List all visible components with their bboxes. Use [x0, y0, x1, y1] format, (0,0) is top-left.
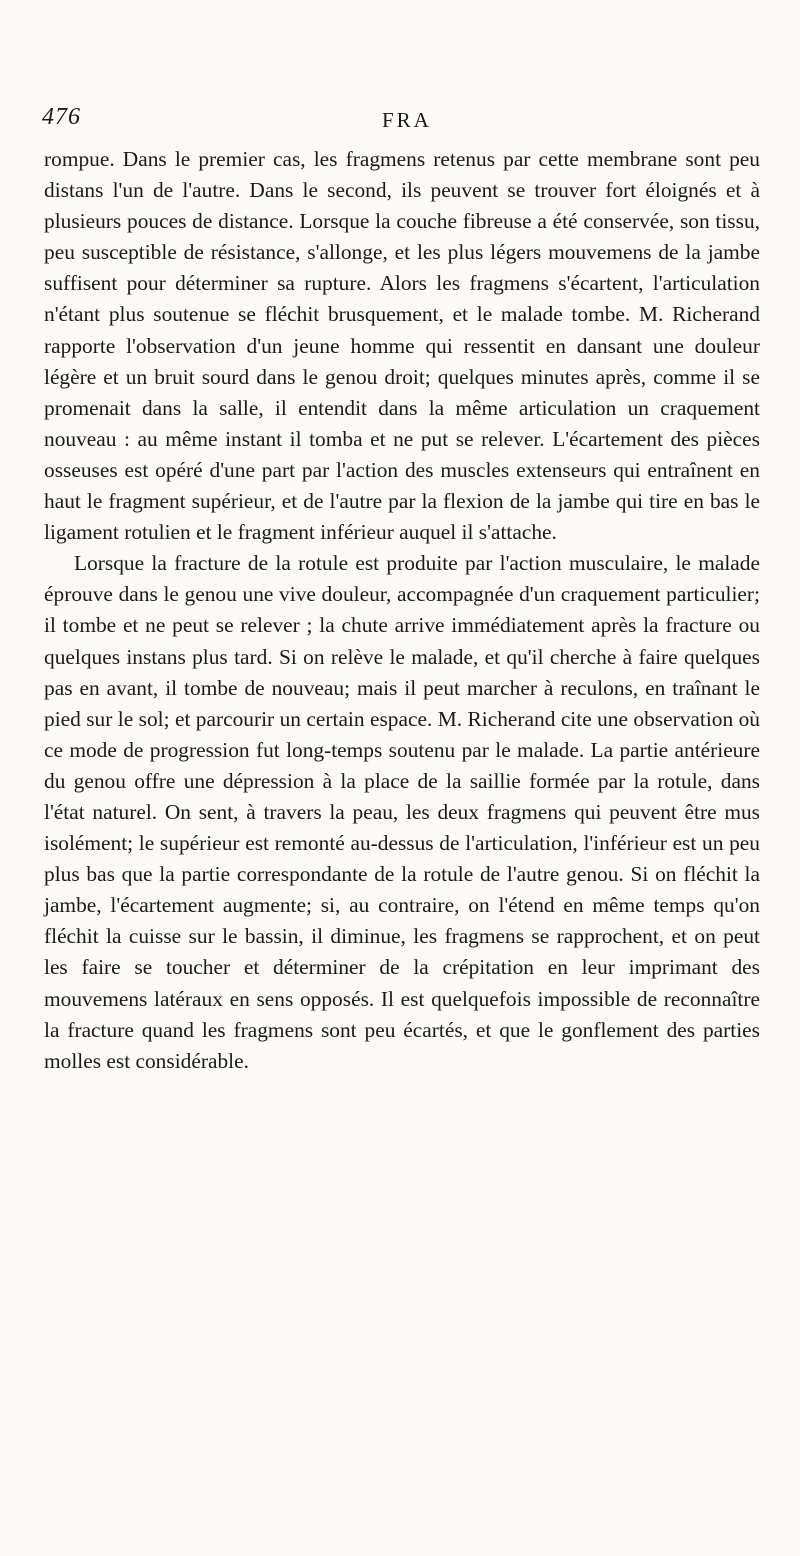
- page-header: [42, 104, 760, 140]
- paragraph-1: rompue. Dans le premier cas, les fragmens retenus par cette membrane sont peu distans l'un de l'autre. Dans le second, ils peuvent se trouver fort éloignés et à plusieurs pouces de distance. Lorsque la couche fibreuse a été conservée, son tissu, peu susceptible de résistance, s'allonge, et les plus légers mouvemens de la jambe suffisent pour déterminer sa rupture. Alors les fragmens s'écartent, l'articulation n'étant plus soutenue se fléchit brusquement, et le malade tombe. M. Richerand rapporte l'observation d'un jeune homme qui ressentit en dansant une douleur légère et un bruit sourd dans le genou droit; quelques minutes après, comme il se promenait dans la salle, il entendit dans la même articulation un craquement nouveau : au même instant il tomba et ne put se relever. L'écartement des pièces osseuses est opéré d'une part par l'action des muscles extenseurs qui entraînent en haut le fragment supérieur, et de l'autre par la flexion de la jambe qui tire en bas le ligament rotulien et le fragment inférieur auquel il s'attache.: [44, 147, 760, 545]
- paragraph-2: Lorsque la fracture de la rotule est produite par l'action musculaire, le malade éprouve dans le genou une vive douleur, accompagnée d'un craquement particulier; il tombe et ne peut se relever ; la chute arrive immédiatement après la fracture ou quelques instans plus tard. Si on relève le malade, et qu'il cherche à faire quelques pas en avant, il tombe de nouveau; mais il peut marcher à reculons, en traînant le pied sur le sol; et parcourir un certain espace. M. Richerand cite une observation où ce mode de progression fut long-temps soutenu par le malade. La partie antérieure du genou offre une dépression à la place de la saillie formée par la rotule, dans l'état naturel. On sent, à travers la peau, les deux fragmens qui peuvent être mus isolément; le supérieur est remonté au-dessus de l'articulation, l'inférieur est un peu plus bas que la partie correspondante de la rotule de l'autre genou. Si on fléchit la jambe, l'écartement augmente; si, au contraire, on l'étend en même temps qu'on fléchit la cuisse sur le bassin, il diminue, les fragmens se rapprochent, et on peut les faire se toucher et déterminer de la crépitation en leur imprimant des mouvemens latéraux en sens opposés. Il est quelquefois impossible de reconnaître la fracture quand les fragmens sont peu écartés, et que le gonflement des parties molles est considérable.: [44, 551, 760, 1073]
- page-number: 476: [42, 104, 81, 130]
- running-head: FRA: [382, 108, 432, 132]
- body-text: [44, 144, 760, 1077]
